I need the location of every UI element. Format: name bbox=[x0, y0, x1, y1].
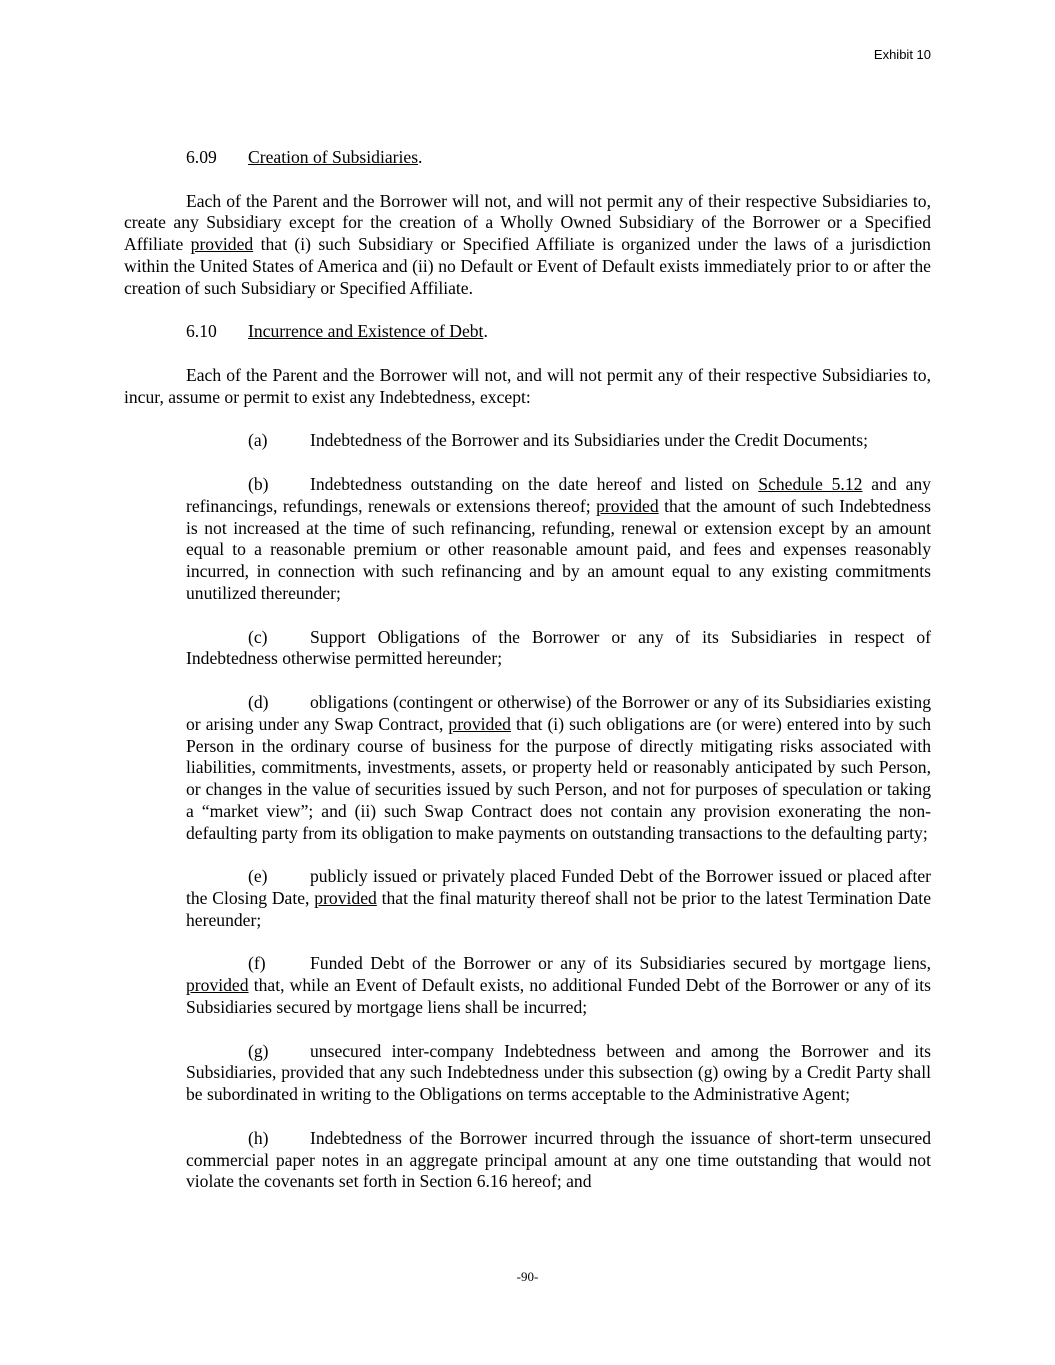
section-title: Creation of Subsidiaries. bbox=[248, 147, 423, 167]
list-item-h: (h) Indebtedness of the Borrower incurred through the issuance of short-term unsecured commercial paper notes in an aggregate principal amount at any one time outstanding that would not violate the covenants set forth in Section 6.16 hereof; and bbox=[186, 1127, 931, 1192]
exhibit-label: Exhibit 10 bbox=[873, 47, 931, 62]
section-paragraph-6-09: Each of the Parent and the Borrower will not, and will not permit any of their respective Subsidiaries to, create any Subsidiary except for the creation of a Wholly Owned Subsidiary of the Borrower or a Specified Affiliate provided that (i) such Subsidiary or Specified Affiliate is organized under the laws of a jurisdiction within the United States of America and (ii) no Default or Event of Default exists immediately prior to or after the creation of such Subsidiary or Specified Affiliate. bbox=[124, 190, 931, 298]
section-heading-6-10 bbox=[186, 321, 931, 343]
section-intro-6-10: Each of the Parent and the Borrower will not, and will not permit any of their respective Subsidiaries to, incur, assume or permit to exist any Indebtedness, except: bbox=[124, 364, 931, 407]
list-item-b: (b) Indebtedness outstanding on the date hereof and listed on Schedule 5.12 and any refinancings, refundings, renewals or extensions thereof; provided that the amount of such Indebtedness is not increased at the time of such refinancing, refunding, renewal or extension except by an amount equal to a reasonable premium or other reasonable amount paid, and fees and expenses reasonably incurred, in connection with such refinancing and by an amount equal to any existing commitments unutilized thereunder; bbox=[186, 473, 931, 603]
page-number: -90- bbox=[516, 1269, 539, 1284]
list-item-f: (f) Funded Debt of the Borrower or any of its Subsidiaries secured by mortgage liens, provided that, while an Event of Default exists, no additional Funded Debt of the Borrower or any of its Subsidiaries secured by mortgage liens shall be incurred; bbox=[186, 953, 931, 1018]
list-item-g: (g) unsecured inter-company Indebtedness between and among the Borrower and its Subsidiaries, provided that any such Indebtedness under this subsection (g) owing by a Credit Party shall be subordinated in writing to the Obligations on terms acceptable to the Administrative Agent; bbox=[186, 1040, 931, 1105]
list-item-e: (e) publicly issued or privately placed Funded Debt of the Borrower issued or placed after the Closing Date, provided that the final maturity thereof shall not be prior to the latest Termination Date hereunder; bbox=[186, 866, 931, 930]
list-item-d: (d) obligations (contingent or otherwise) of the Borrower or any of its Subsidiaries existing or arising under any Swap Contract, provided that (i) such obligations are (or were) entered into by such Person in the ordinary course of business for the purpose of directly mitigating risks associated with liabilities, commitments, investments, assets, or property held or reasonably anticipated by such Person, or changes in the value of securities issued by such Person, and not for purposes of speculation or taking a “market view”; and (ii) such Swap Contract does not contain any provision exonerating the non-defaulting party from its obligation to make payments on outstanding transactions to the defaulting party; bbox=[186, 691, 931, 843]
document-body bbox=[124, 147, 931, 1193]
list-item-c: (c) Support Obligations of the Borrower or any of its Subsidiaries in respect of Indebtedness otherwise permitted hereunder; bbox=[186, 626, 931, 669]
section-heading-6-09 bbox=[186, 147, 931, 169]
section-number: 6.10 bbox=[186, 321, 217, 342]
section-number: 6.09 bbox=[186, 147, 217, 167]
list-item-a: (a) Indebtedness of the Borrower and its Subsidiaries under the Credit Documents; bbox=[248, 430, 868, 451]
section-title: Incurrence and Existence of Debt. bbox=[248, 321, 488, 342]
